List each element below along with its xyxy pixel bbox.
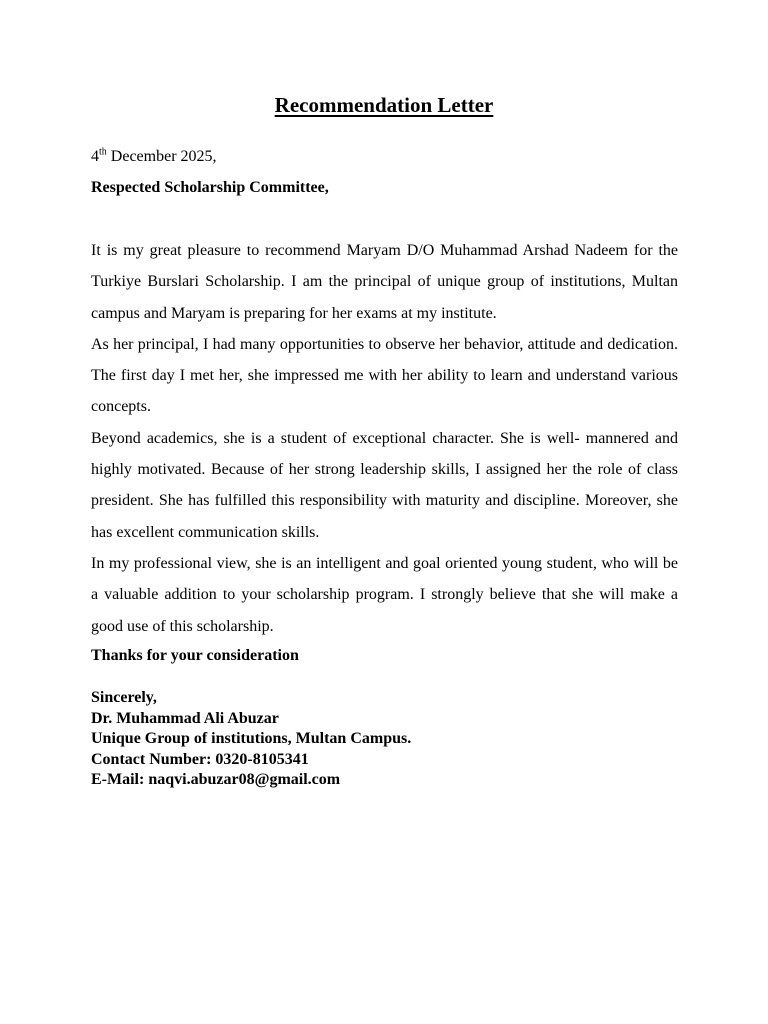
body-paragraph-observation: As her principal, I had many opportunities to observe her behavior, attitude and dedication. The first day I met her, she impressed me with her ability to learn and understand various concepts. <box>91 335 678 416</box>
date-month-year: December 2025, <box>106 148 217 165</box>
body-paragraph-introduction: It is my great pleasure to recommend Maryam D/O Muhammad Arshad Nadeem for the Turkiye Burslari Scholarship. I am the principal of unique group of institutions, Multan campus and Maryam is preparing for her exams at my institute. <box>91 242 678 322</box>
letter-date <box>91 147 217 167</box>
date-day: 4 <box>91 148 99 165</box>
date-ordinal-suffix: th <box>99 146 107 158</box>
signer-name: Dr. Muhammad Ali Abuzar <box>91 709 279 727</box>
body-paragraph-character: Beyond academics, she is a student of exceptional character. She is well- mannered and highly motivated. Because of her strong leadership skills, I assigned her the role of class president. She has fulfilled this responsibility with maturity and discipline. Moreover, she has excellent communication skills. <box>91 429 678 541</box>
signoff: Sincerely, <box>91 689 157 706</box>
salutation: Respected Scholarship Committee, <box>91 179 329 196</box>
body-paragraph-conclusion: In my professional view, she is an intelligent and goal oriented young student, who will be a valuable addition to your scholarship program. I strongly believe that she will make a good use of this scholarship. <box>91 554 678 635</box>
letter-title: Recommendation Letter <box>274 93 494 117</box>
signer-contact-number: Contact Number: 0320-8105341 <box>91 750 309 768</box>
closing-line: Thanks for your consideration <box>91 647 299 664</box>
letter-body <box>91 235 678 642</box>
signer-institution: Unique Group of institutions, Multan Campus. <box>91 730 412 748</box>
signature-block <box>91 688 411 791</box>
signer-email: E-Mail: naqvi.abuzar08@gmail.com <box>91 771 341 789</box>
